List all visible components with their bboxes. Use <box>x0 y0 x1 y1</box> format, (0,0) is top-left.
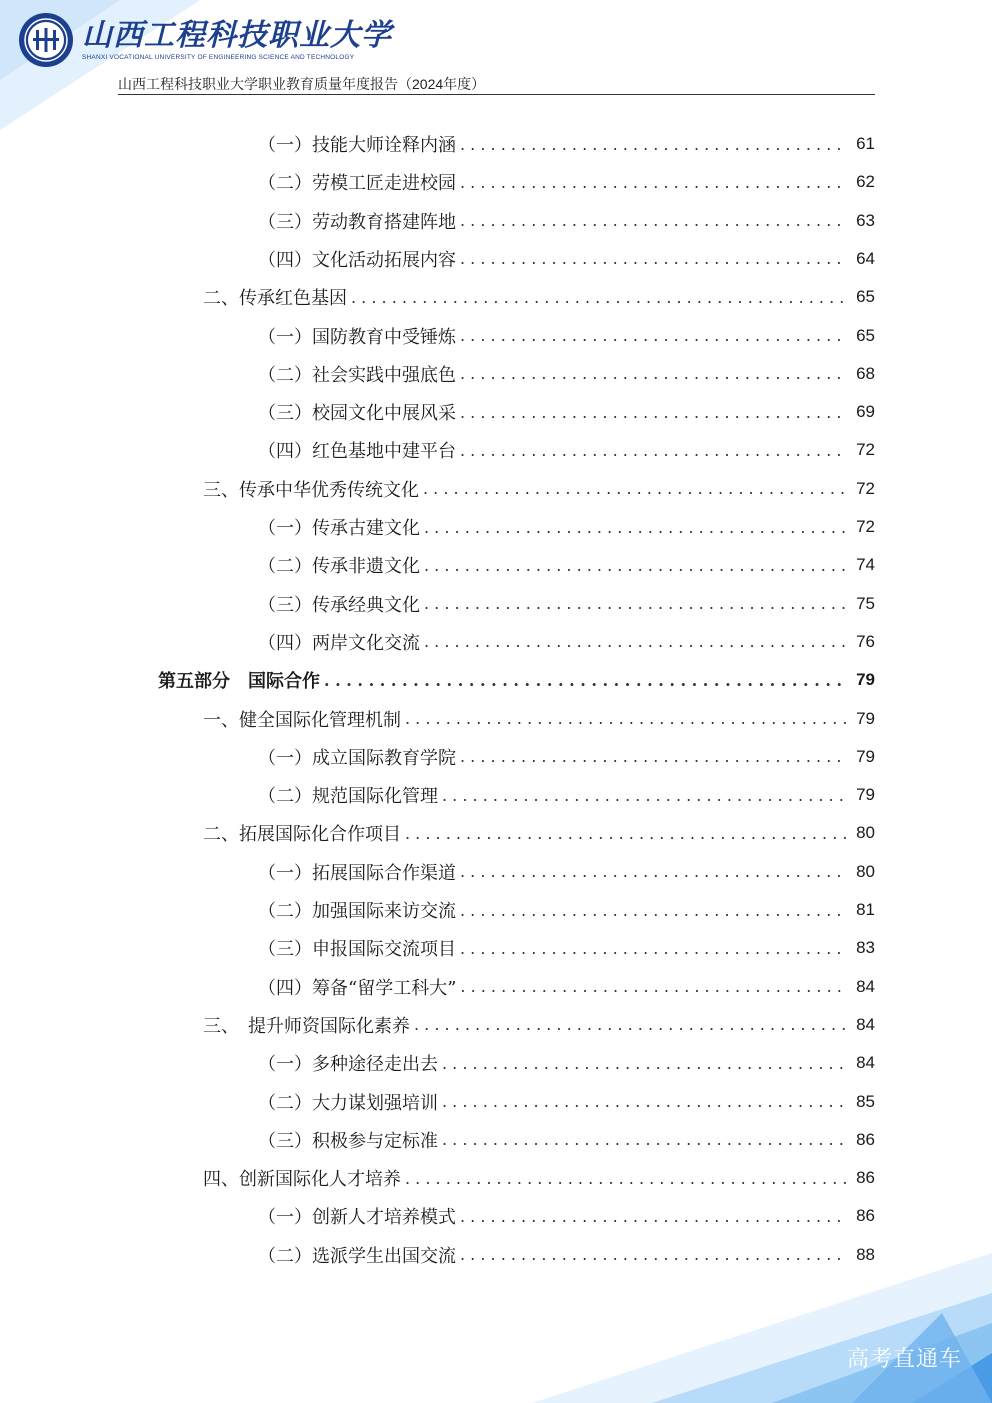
toc-page-number: 84 <box>856 976 875 996</box>
toc-entry-label: （三）传承经典文化 <box>258 594 420 616</box>
toc-page-number: 80 <box>856 861 875 881</box>
toc-entry-label: （一）成立国际教育学院 <box>258 747 456 769</box>
toc-page-number: 62 <box>856 172 875 192</box>
toc-entry-label: 二、拓展国际化合作项目 <box>203 824 401 846</box>
toc-page-number: 69 <box>856 402 875 422</box>
toc-subsection-entry[interactable] <box>258 317 875 355</box>
toc-section-entry[interactable] <box>203 1006 875 1044</box>
toc-page-number: 61 <box>856 134 875 153</box>
toc-entry-label: （四）两岸文化交流 <box>258 632 420 654</box>
toc-entry-label: （一）国防教育中受锤炼 <box>258 326 456 348</box>
toc-subsection-entry[interactable] <box>258 1044 875 1082</box>
toc-dot-leader <box>414 1015 848 1034</box>
toc-page-number: 65 <box>856 287 875 307</box>
toc-page-number: 86 <box>856 1129 875 1149</box>
toc-page-number: 79 <box>856 708 875 728</box>
university-seal-icon <box>18 12 74 68</box>
toc-entry-label: （二）传承非遗文化 <box>258 556 420 578</box>
toc-subsection-entry[interactable] <box>258 355 875 393</box>
toc-subsection-entry[interactable] <box>258 891 875 929</box>
toc-entry-label: （二）规范国际化管理 <box>258 786 438 808</box>
toc-subsection-entry[interactable] <box>258 393 875 431</box>
toc-dot-leader <box>442 786 848 805</box>
toc-entry-label: （二）劳模工匠走进校园 <box>258 173 456 195</box>
toc-entry-label: （一）传承古建文化 <box>258 518 420 539</box>
toc-entry-label: （一）拓展国际合作渠道 <box>258 862 456 884</box>
corner-decoration-bottom <box>472 1253 992 1403</box>
toc-dot-leader <box>424 556 848 575</box>
toc-subsection-entry[interactable] <box>258 202 875 240</box>
toc-dot-leader <box>460 939 848 958</box>
toc-subsection-entry[interactable] <box>258 1197 875 1235</box>
toc-page-number: 72 <box>856 478 875 498</box>
toc-subsection-entry[interactable] <box>258 546 875 584</box>
toc-entry-label: （一）技能大师诠释内涵 <box>258 135 456 156</box>
toc-subsection-entry[interactable] <box>258 1083 875 1121</box>
toc-subsection-entry[interactable] <box>258 776 875 814</box>
toc-entry-label: 二、传承红色基因 <box>203 288 347 310</box>
toc-part-entry[interactable] <box>158 661 875 699</box>
toc-page-number: 79 <box>856 670 875 690</box>
toc-dot-leader <box>460 1245 848 1264</box>
toc-section-entry[interactable] <box>203 278 875 316</box>
toc-page-number: 68 <box>856 363 875 383</box>
toc-dot-leader <box>442 1092 848 1111</box>
toc-page-number: 83 <box>856 938 875 958</box>
toc-page-number: 65 <box>856 325 875 345</box>
toc-dot-leader <box>442 1130 848 1149</box>
toc-page-number: 76 <box>856 631 875 651</box>
toc-dot-leader <box>460 403 848 422</box>
toc-dot-leader <box>424 594 848 613</box>
toc-dot-leader <box>324 671 848 690</box>
toc-page-number: 88 <box>856 1244 875 1264</box>
toc-entry-label: 三、 提升师资国际化素养 <box>203 1015 410 1037</box>
toc-page-number: 86 <box>856 1206 875 1226</box>
toc-subsection-entry[interactable] <box>258 431 875 469</box>
report-title: 山西工程科技职业大学职业教育质量年度报告（2024年度） <box>118 76 486 92</box>
toc-subsection-entry[interactable] <box>258 163 875 201</box>
toc-dot-leader <box>460 441 848 460</box>
toc-section-entry[interactable] <box>203 1159 875 1197</box>
toc-page-number: 80 <box>856 823 875 843</box>
toc-section-entry[interactable] <box>203 814 875 852</box>
toc-entry-label: 三、传承中华优秀传统文化 <box>203 479 419 501</box>
university-name-cn: 山西工程科技职业大学 <box>82 18 392 53</box>
university-name-en: SHANXI VOCATIONAL UNIVERSITY OF ENGINEERING SCIENCE AND TECHNOLOGY <box>82 54 355 61</box>
toc-page-number: 79 <box>856 785 875 805</box>
toc-page-number: 84 <box>856 1053 875 1073</box>
toc-dot-leader <box>351 288 848 307</box>
toc-page-number: 81 <box>856 900 875 919</box>
toc-subsection-entry[interactable] <box>258 1121 875 1159</box>
toc-entry-label: （一）创新人才培养模式 <box>258 1207 456 1229</box>
toc-subsection-entry[interactable] <box>258 623 875 661</box>
toc-dot-leader <box>460 977 848 996</box>
toc-entry-label: 一、健全国际化管理机制 <box>203 709 401 731</box>
toc-dot-leader <box>405 824 848 843</box>
toc-page-number: 64 <box>856 248 875 268</box>
toc-dot-leader <box>442 1054 848 1073</box>
toc-dot-leader <box>460 862 848 881</box>
toc-entry-label: （三）积极参与定标准 <box>258 1130 438 1152</box>
university-logo <box>18 10 392 70</box>
toc-entry-label: （三）校园文化中展风采 <box>258 403 456 425</box>
toc-subsection-entry[interactable] <box>258 1236 875 1274</box>
toc-dot-leader <box>405 1169 848 1188</box>
toc-subsection-entry[interactable] <box>258 738 875 776</box>
toc-entry-label: （三）申报国际交流项目 <box>258 939 456 961</box>
toc-dot-leader <box>405 709 848 728</box>
toc-entry-label: （四）筹备“留学工科大” <box>258 977 457 999</box>
toc-entry-label: （二）大力谋划强培训 <box>258 1092 438 1114</box>
toc-page-number: 75 <box>856 593 875 613</box>
toc-page-number: 63 <box>856 210 875 230</box>
toc-subsection-entry[interactable] <box>258 929 875 967</box>
toc-dot-leader <box>424 632 848 651</box>
toc-page-number: 86 <box>856 1168 875 1188</box>
toc-entry-label: （四）文化活动拓展内容 <box>258 249 456 271</box>
toc-page-number: 84 <box>856 1014 875 1034</box>
toc-section-entry[interactable] <box>203 470 875 508</box>
toc-dot-leader <box>460 1207 848 1226</box>
toc-dot-leader <box>460 249 848 268</box>
toc-section-entry[interactable] <box>203 700 875 738</box>
watermark: 高考直通车 <box>846 1347 962 1372</box>
toc-subsection-entry[interactable] <box>258 585 875 623</box>
toc-entry-label: （二）社会实践中强底色 <box>258 364 456 386</box>
toc-subsection-entry[interactable] <box>258 853 875 891</box>
toc-page-number: 79 <box>856 746 875 766</box>
toc-dot-leader <box>423 479 848 498</box>
toc-entry-label: 四、创新国际化人才培养 <box>203 1169 401 1191</box>
toc-dot-leader <box>460 135 848 154</box>
toc-entry-label: （三）劳动教育搭建阵地 <box>258 211 456 233</box>
toc-page-number: 85 <box>856 1091 875 1111</box>
toc-dot-leader <box>424 518 848 537</box>
toc-entry-label: （四）红色基地中建平台 <box>258 441 456 463</box>
toc-page-number: 72 <box>856 517 875 536</box>
toc-dot-leader <box>460 173 848 192</box>
toc-subsection-entry[interactable] <box>258 508 875 546</box>
toc-subsection-entry[interactable] <box>258 125 875 163</box>
toc-subsection-entry[interactable] <box>258 968 875 1006</box>
toc-page-number: 72 <box>856 440 875 460</box>
toc-dot-leader <box>460 747 848 766</box>
toc-dot-leader <box>460 901 848 920</box>
toc-subsection-entry[interactable] <box>258 240 875 278</box>
toc-dot-leader <box>460 211 848 230</box>
toc-entry-label: （一）多种途径走出去 <box>258 1054 438 1076</box>
toc-dot-leader <box>460 326 848 345</box>
toc-page-number: 74 <box>856 555 875 575</box>
toc-entry-label: （二）加强国际来访交流 <box>258 901 456 922</box>
toc-entry-label: （二）选派学生出国交流 <box>258 1245 456 1267</box>
header-divider <box>118 94 875 95</box>
toc-dot-leader <box>460 364 848 383</box>
toc-entry-label: 第五部分 国际合作 <box>158 671 320 693</box>
